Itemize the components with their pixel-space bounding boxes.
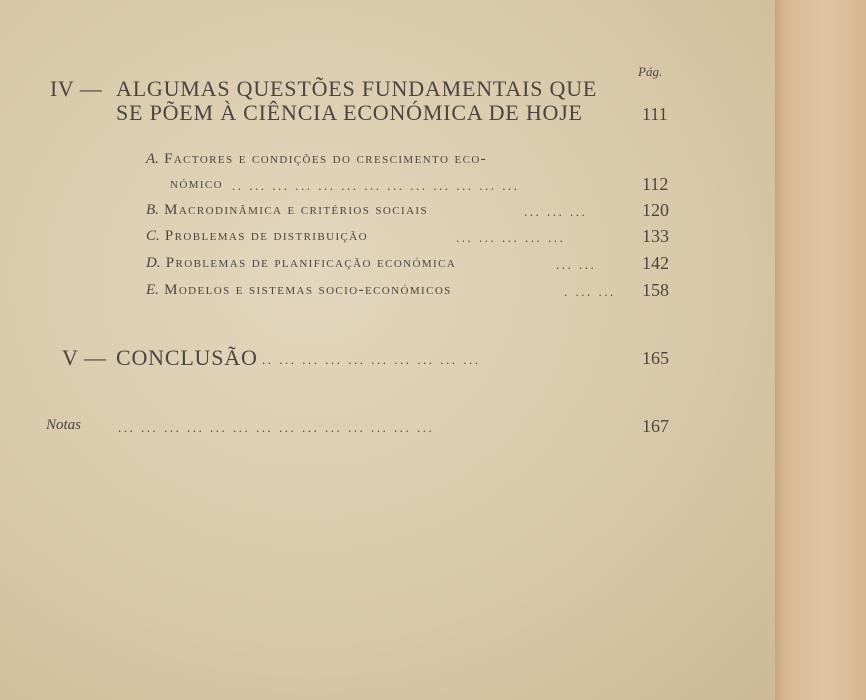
section-v-page: 165 bbox=[642, 348, 669, 368]
toc-item-c-letter: C. bbox=[146, 228, 160, 244]
toc-item-b-page: 120 bbox=[642, 200, 669, 220]
section-v-number: V — bbox=[62, 345, 107, 370]
toc-item-c-page: 133 bbox=[642, 226, 669, 246]
toc-item-a-letter: A. bbox=[146, 151, 159, 167]
toc-item-e bbox=[146, 282, 452, 299]
toc-item-e-title: Modelos e sistemas socio-económicos bbox=[164, 282, 452, 298]
section-iv-title-line1: ALGUMAS QUESTÕES FUNDAMENTAIS QUE bbox=[116, 76, 598, 101]
notes-dots: ... ... ... ... ... ... ... ... ... ... ... ... ... ... bbox=[118, 420, 435, 435]
section-v-title: CONCLUSÃO bbox=[116, 345, 258, 370]
section-iv-number: IV — bbox=[50, 76, 103, 101]
toc-item-d bbox=[146, 255, 456, 272]
toc-item-a bbox=[146, 151, 487, 168]
toc-item-e-dots: . ... ... bbox=[564, 284, 616, 299]
section-iv-page: 111 bbox=[642, 104, 668, 124]
page-gutter bbox=[775, 0, 866, 700]
toc-item-c-title: Problemas de distribuição bbox=[164, 228, 368, 244]
section-iv-title-line2: SE PÕEM À CIÊNCIA ECONÓMICA DE HOJE bbox=[116, 100, 583, 125]
toc-item-e-page: 158 bbox=[642, 280, 669, 300]
toc-item-a-dots: .. ... ... ... ... ... ... ... ... ... ... ... ... bbox=[232, 178, 520, 193]
toc-item-d-dots: ... ... bbox=[556, 257, 597, 272]
notes-label: Notas bbox=[46, 417, 82, 433]
toc-item-a-page: 112 bbox=[642, 174, 669, 194]
toc-item-d-title: Problemas de planificação económica bbox=[165, 255, 457, 271]
toc-item-b-letter: B. bbox=[146, 202, 159, 218]
toc-item-b-title: Macrodinâmica e critérios sociais bbox=[164, 202, 428, 218]
toc-item-e-letter: E. bbox=[146, 282, 159, 298]
toc-item-a-title-cont: nómico bbox=[170, 176, 224, 192]
toc-item-b-dots: ... ... ... bbox=[524, 204, 588, 219]
toc-item-d-letter: D. bbox=[146, 255, 161, 271]
toc-item-b bbox=[146, 202, 428, 219]
notes-page: 167 bbox=[642, 416, 669, 436]
section-v-dots: .. ... ... ... ... ... ... ... ... ... bbox=[262, 352, 481, 367]
toc-item-c bbox=[146, 228, 368, 245]
toc-item-d-page: 142 bbox=[642, 253, 669, 273]
toc-item-a-title: Factores e condições do crescimento eco- bbox=[164, 151, 488, 167]
toc-item-c-dots: ... ... ... ... ... bbox=[456, 230, 566, 245]
page-column-label: Pág. bbox=[638, 64, 663, 79]
